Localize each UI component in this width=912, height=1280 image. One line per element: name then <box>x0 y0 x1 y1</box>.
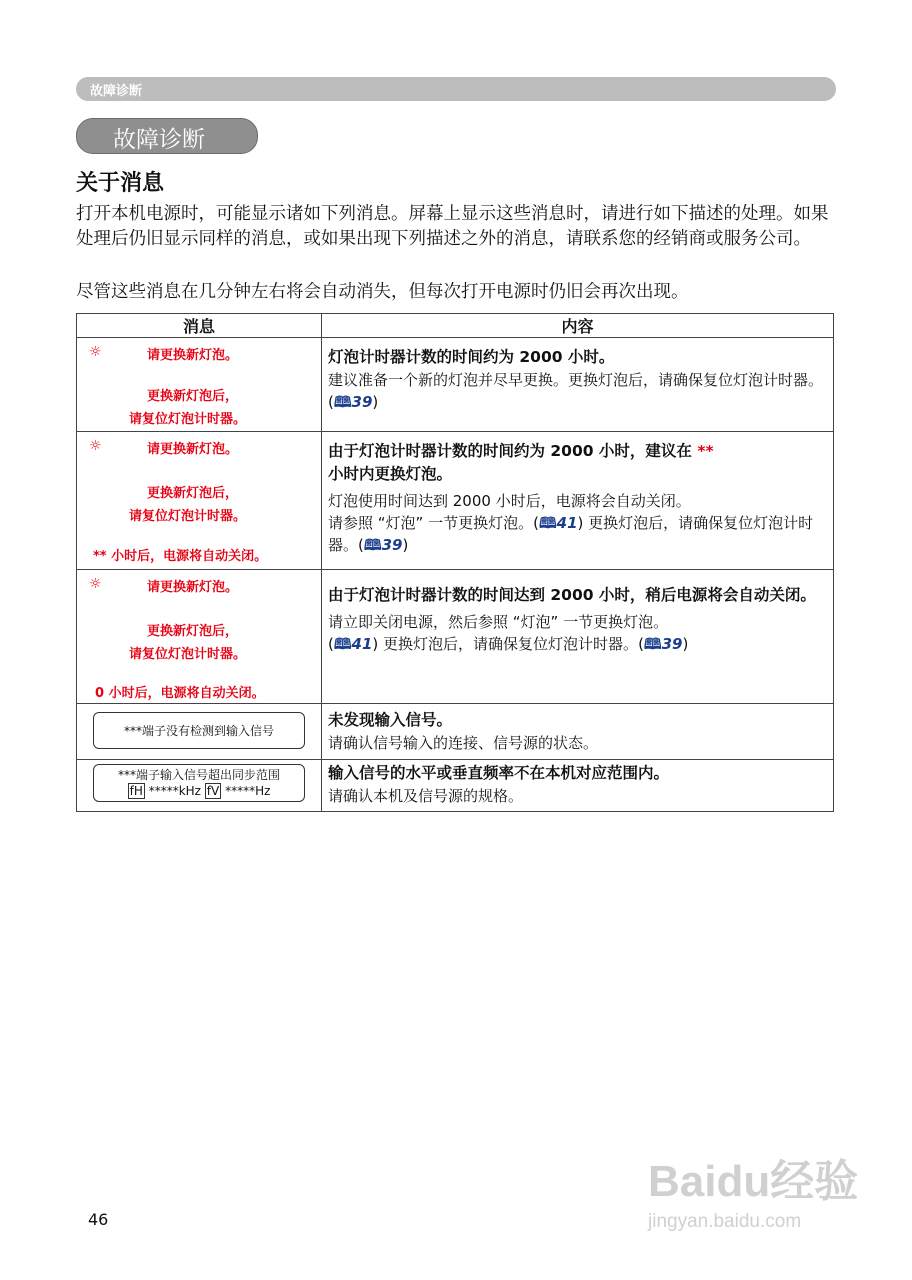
book-icon: 🕮 <box>363 536 382 554</box>
book-icon: 🕮 <box>643 635 662 653</box>
content-title: 未发现输入信号。 <box>328 711 453 729</box>
content-text: 更换灯泡后，请确保复位灯泡计时器。 <box>383 635 639 653</box>
book-icon: 🕮 <box>538 514 557 532</box>
table-row <box>77 760 834 812</box>
fh-label: fH <box>129 784 143 798</box>
header-content: 内容 <box>322 314 834 338</box>
intro-paragraph-2: 尽管这些消息在几分钟左右将会自动消失，但每次打开电源时仍旧会再次出现。 <box>76 282 689 302</box>
running-header-label: 故障诊断 <box>90 84 143 99</box>
hours-placeholder: ** <box>697 442 714 460</box>
header-message: 消息 <box>77 314 322 338</box>
message-cell <box>77 704 322 760</box>
message-line: 请更换新灯泡。 <box>147 442 239 457</box>
message-box-line: ***端子输入信号超出同步范围 <box>117 768 280 782</box>
book-icon: 🕮 <box>333 635 352 653</box>
message-line: 0 小时后，电源将自动关闭。 <box>95 686 265 701</box>
lamp-warning-icon: ☼ <box>89 344 102 360</box>
watermark <box>648 1145 858 1233</box>
subheading: 关于消息 <box>76 171 165 196</box>
message-table <box>76 313 834 812</box>
message-cell <box>77 338 322 432</box>
message-line: 请更换新灯泡。 <box>147 348 239 363</box>
content-title: 输入信号的水平或垂直频率不在本机对应范围内。 <box>328 764 670 782</box>
content-cell <box>322 570 834 704</box>
watermark-logo: Baidu经验 <box>648 1157 859 1206</box>
message-box-line <box>98 783 300 799</box>
message-line: 更换新灯泡后， <box>147 389 239 404</box>
message-line: 更换新灯泡后， <box>147 624 239 639</box>
content-title: 灯泡计时器计数的时间约为 2000 小时。 <box>328 348 615 366</box>
table-header-row <box>77 314 834 338</box>
fv-label: fV <box>206 784 220 798</box>
content-text: 建议准备一个新的灯泡并尽早更换。更换灯泡后，请确保复位灯泡计时器。 <box>328 371 824 389</box>
table-row <box>77 338 834 432</box>
content-text: 请立即关闭电源，然后参照 “灯泡” 一节更换灯泡。 <box>328 613 669 631</box>
table-row <box>77 570 834 704</box>
message-box <box>93 764 305 802</box>
content-title-part: 由于灯泡计时器计数的时间约为 2000 小时，建议在 <box>328 442 692 460</box>
message-cell <box>77 570 322 704</box>
lamp-warning-icon: ☼ <box>89 438 102 454</box>
section-title: 故障诊断 <box>113 127 205 153</box>
message-box: ***端子没有检测到输入信号 <box>93 712 305 749</box>
table-row <box>77 432 834 570</box>
fv-value: *****Hz <box>225 784 271 798</box>
message-cell <box>77 760 322 812</box>
page-ref: 41 <box>351 635 373 653</box>
content-text: 灯泡使用时间达到 2000 小时后，电源将会自动关闭。 <box>328 492 691 510</box>
message-line: ** 小时后，电源将自动关闭。 <box>93 549 268 564</box>
content-body: 建议准备一个新的灯泡并尽早更换。更换灯泡后，请确保复位灯泡计时器。(🕮39) <box>328 371 824 411</box>
watermark-url: jingyan.baidu.com <box>648 1211 802 1232</box>
message-line: 请复位灯泡计时器。 <box>129 647 247 662</box>
page-ref: 39 <box>351 393 373 411</box>
content-cell <box>322 704 834 760</box>
message-line: 请复位灯泡计时器。 <box>129 509 247 524</box>
content-text: 更换灯泡后，请确保复位灯泡计时器。 <box>328 514 814 554</box>
intro-paragraph-1: 打开本机电源时，可能显示诸如下列消息。屏幕上显示这些消息时，请进行如下描述的处理。如果处理后仍旧显示同样的消息，或如果出现下列描述之外的消息，请联系您的经销商或服务公司。 <box>76 204 829 249</box>
content-text: 请确认信号输入的连接、信号源的状态。 <box>328 734 599 752</box>
page-ref: 39 <box>381 536 403 554</box>
content-text: 请参照 “灯泡” 一节更换灯泡。 <box>328 514 534 532</box>
message-line: 请更换新灯泡。 <box>147 580 239 595</box>
lamp-warning-icon: ☼ <box>89 576 102 592</box>
content-title <box>328 440 825 486</box>
page-ref: 39 <box>661 635 683 653</box>
fh-value: *****kHz <box>148 784 201 798</box>
page-ref: 41 <box>556 514 578 532</box>
book-icon: 🕮 <box>333 393 352 411</box>
content-body: (🕮41) 更换灯泡后，请确保复位灯泡计时器。(🕮39) <box>328 635 689 653</box>
content-title-part: 小时内更换灯泡。 <box>328 465 453 483</box>
message-cell <box>77 432 322 570</box>
running-header <box>76 77 836 101</box>
content-cell <box>322 760 834 812</box>
table-row <box>77 704 834 760</box>
content-title: 由于灯泡计时器计数的时间达到 2000 小时，稍后电源将会自动关闭。 <box>328 586 816 604</box>
message-line: 更换新灯泡后， <box>147 486 239 501</box>
content-cell <box>322 338 834 432</box>
section-title-pill <box>76 118 258 154</box>
content-body: 请参照 “灯泡” 一节更换灯泡。(🕮41) 更换灯泡后，请确保复位灯泡计时器。(🕮39) <box>328 514 814 554</box>
message-line: 请复位灯泡计时器。 <box>129 412 247 427</box>
page-number: 46 <box>88 1210 109 1229</box>
content-text: 请确认本机及信号源的规格。 <box>328 787 524 805</box>
content-cell <box>322 432 834 570</box>
